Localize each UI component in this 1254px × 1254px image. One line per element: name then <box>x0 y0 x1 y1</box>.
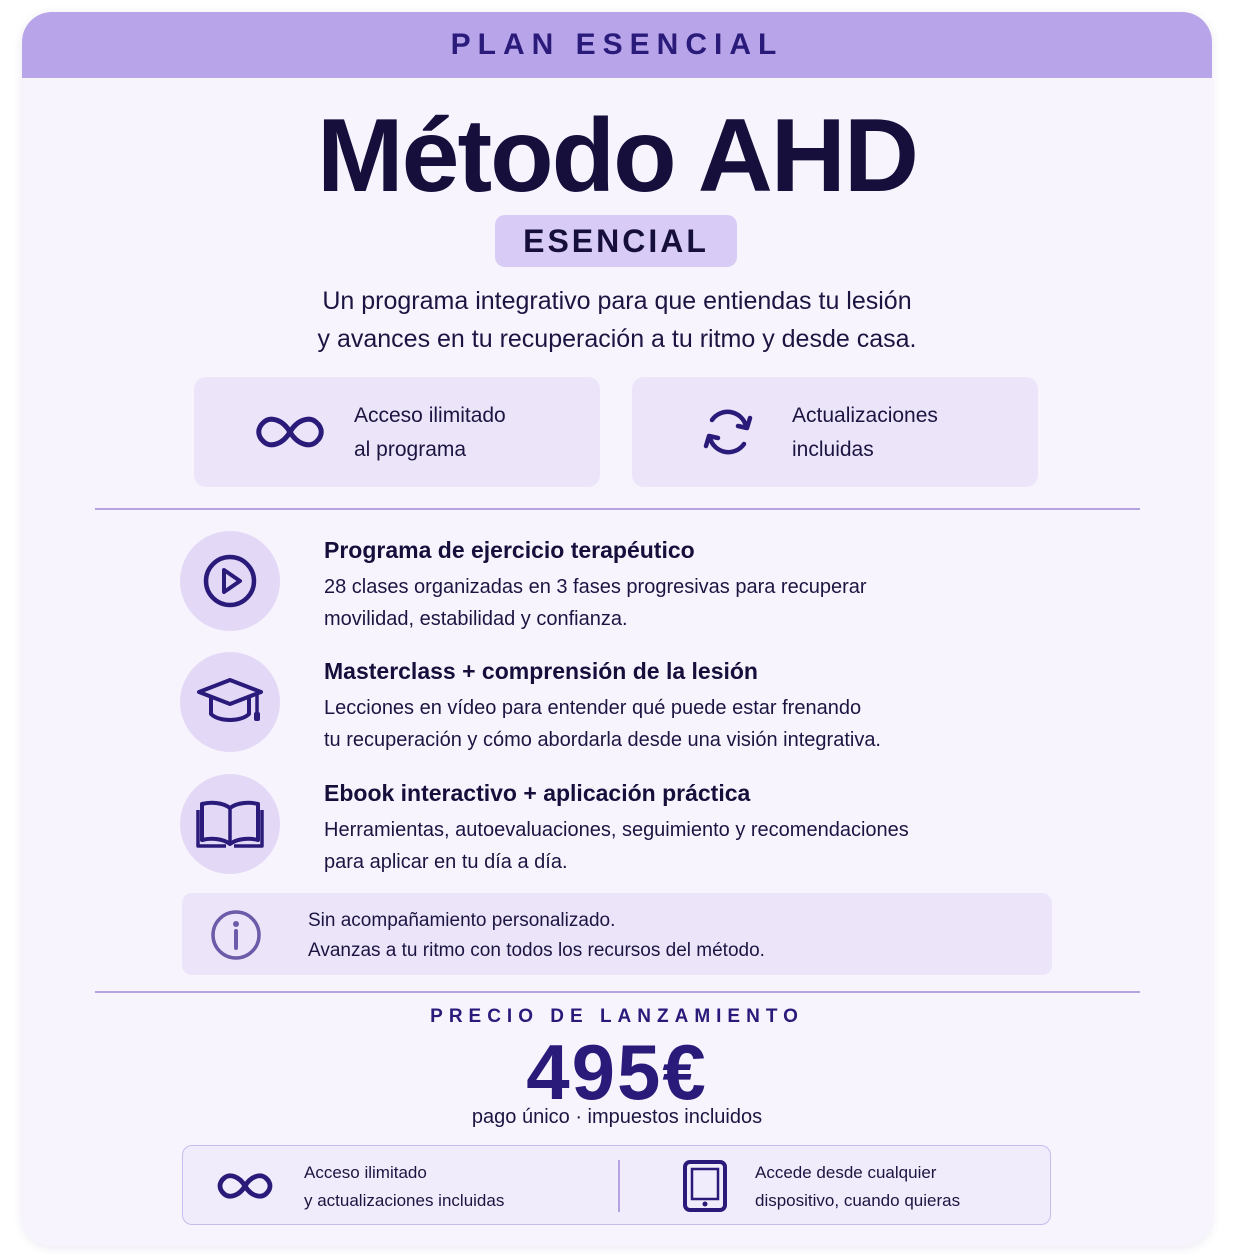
subtitle-line-2: y avances en tu recuperación a tu ritmo y desde casa. <box>317 325 917 353</box>
play-icon <box>180 531 280 631</box>
highlight-unlimited-access <box>194 377 600 487</box>
highlight-line-1: Actualizaciones <box>792 404 938 427</box>
variant-badge-label: ESENCIAL <box>523 222 709 259</box>
highlight-line-2: al programa <box>354 438 467 461</box>
notice-line-1: Sin acompañamiento personalizado. <box>308 910 616 931</box>
footer-item-access <box>183 1146 618 1226</box>
feature-description <box>324 692 1044 756</box>
feature-description <box>324 814 1044 878</box>
tablet-icon <box>675 1158 735 1214</box>
feature-desc-line-2: movilidad, estabilidad y confianza. <box>324 608 628 630</box>
feature-desc-line-1: Lecciones en vídeo para entender qué puede estar frenando <box>324 697 862 719</box>
subtitle <box>22 282 1212 358</box>
refresh-icon <box>688 402 768 462</box>
book-icon <box>180 774 280 874</box>
notice-box <box>182 893 1052 975</box>
feature-exercise-program <box>22 531 1212 641</box>
plan-banner-label: PLAN ESENCIAL <box>450 28 784 61</box>
feature-title: Ebook interactivo + aplicación práctica <box>324 780 751 806</box>
feature-masterclass <box>22 652 1212 762</box>
divider <box>95 991 1140 993</box>
variant-badge <box>495 215 737 267</box>
footer-line-1: Acceso ilimitado <box>304 1163 427 1182</box>
infinity-icon <box>250 402 330 462</box>
feature-title: Masterclass + comprensión de la lesión <box>324 658 758 684</box>
feature-ebook <box>22 774 1212 884</box>
feature-desc-line-1: Herramientas, autoevaluaciones, seguimiento y recomendaciones <box>324 819 909 841</box>
footer-benefits <box>182 1145 1051 1225</box>
feature-desc-line-2: tu recuperación y cómo abordarla desde una visión integrativa. <box>324 729 881 751</box>
highlight-line-1: Acceso ilimitado <box>354 404 506 427</box>
subtitle-line-1: Un programa integrativo para que entiendas tu lesión <box>322 287 912 315</box>
divider <box>95 508 1140 510</box>
footer-line-2: dispositivo, cuando quieras <box>755 1191 961 1210</box>
price-note: pago único · impuestos incluidos <box>471 1106 763 1128</box>
highlight-line-2: incluidas <box>792 438 874 461</box>
notice-line-2: Avanzas a tu ritmo con todos los recursos del método. <box>308 940 765 961</box>
feature-title: Programa de ejercicio terapéutico <box>324 537 695 563</box>
plan-banner <box>22 12 1212 78</box>
page-title: Método AHD <box>316 98 918 214</box>
feature-desc-line-2: para aplicar en tu día a día. <box>324 851 568 873</box>
highlight-updates <box>632 377 1038 487</box>
graduation-cap-icon <box>180 652 280 752</box>
feature-description <box>324 571 1044 635</box>
price-value: 495€ <box>526 1028 708 1116</box>
feature-desc-line-1: 28 clases organizadas en 3 fases progresivas para recuperar <box>324 576 867 598</box>
footer-line-1: Accede desde cualquier <box>755 1163 937 1182</box>
price-label: PRECIO DE LANZAMIENTO <box>430 1006 804 1027</box>
footer-item-devices <box>619 1146 1052 1226</box>
footer-line-2: y actualizaciones incluidas <box>304 1191 505 1210</box>
plan-card <box>22 12 1212 1246</box>
info-icon <box>210 909 262 961</box>
infinity-icon <box>215 1158 275 1214</box>
